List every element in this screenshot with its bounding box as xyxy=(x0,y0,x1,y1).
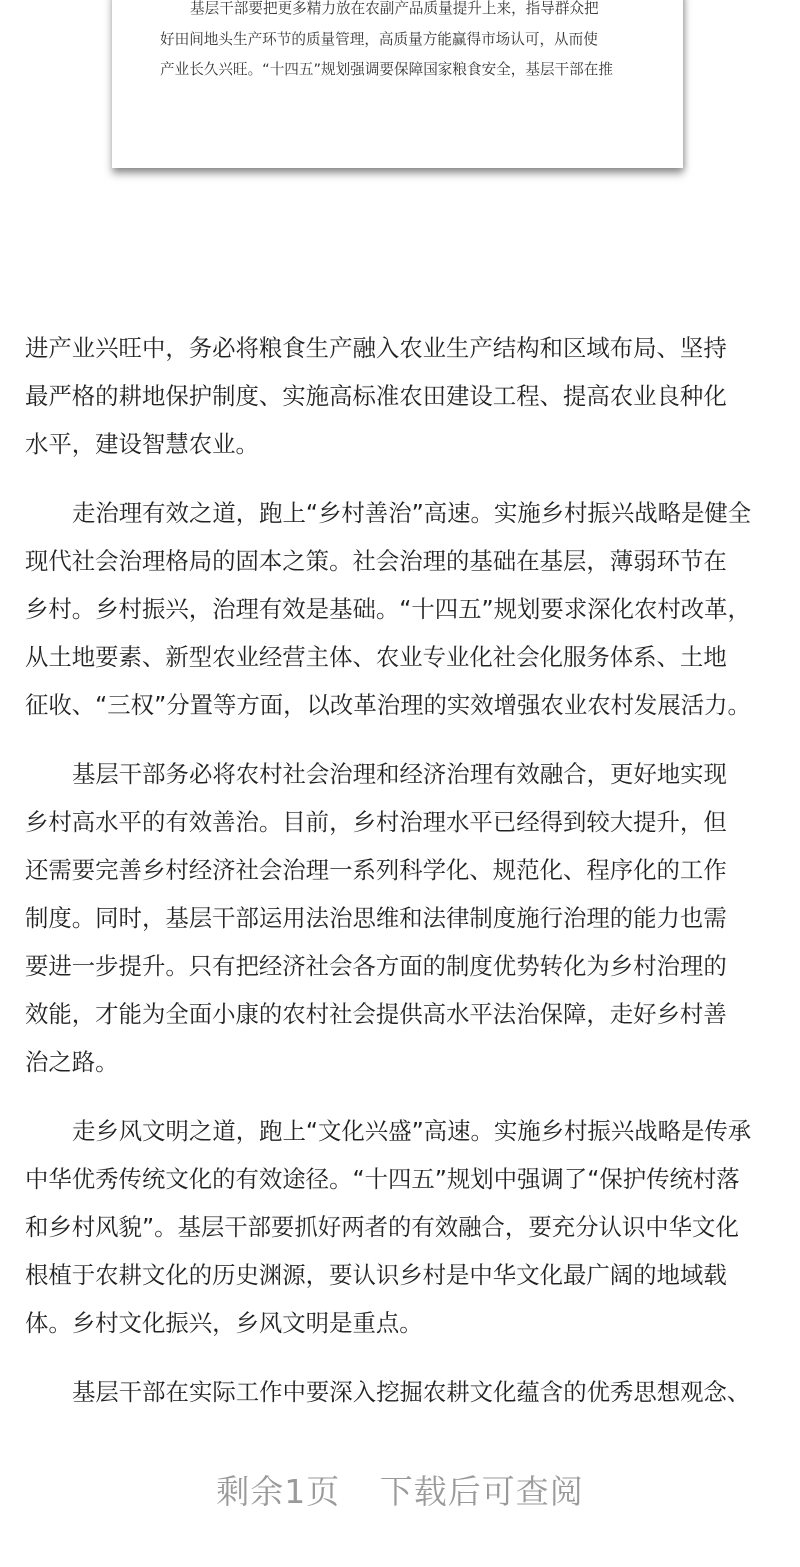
remaining-pages-label: 剩余1页 xyxy=(216,1472,341,1511)
text-line: 要进一步提升。只有把经济社会各方面的制度优势转化为乡村治理的 xyxy=(25,952,727,980)
text-line: 最严格的耕地保护制度、实施高标准农田建设工程、提高农业良种化 xyxy=(25,382,727,410)
text-line: 从土地要素、新型农业经营主体、农业专业化社会化服务体系、土地 xyxy=(25,643,727,671)
text-line: 走乡风文明之道，跑上“文化兴盛”高速。实施乡村振兴战略是传承 xyxy=(72,1117,752,1145)
text-line: 基层干部在实际工作中要深入挖掘农耕文化蕴含的优秀思想观念、 xyxy=(72,1378,751,1406)
paragraph xyxy=(25,324,785,468)
preview-text-line: 产业长久兴旺。“十四五”规划强调要保障国家粮食安全，基层干部在推 xyxy=(160,61,613,78)
paragraph xyxy=(25,1368,785,1416)
text-line: 水平，建设智慧农业。 xyxy=(25,430,259,458)
text-line: 乡村高水平的有效善治。目前，乡村治理水平已经得到较大提升，但 xyxy=(25,808,727,836)
preview-text-line: 基层干部要把更多精力放在农副产品质量提升上来，指导群众把 xyxy=(190,0,599,17)
text-line: 现代社会治理格局的固本之策。社会治理的基础在基层，薄弱环节在 xyxy=(25,547,727,575)
text-line: 体。乡村文化振兴，乡风文明是重点。 xyxy=(25,1309,423,1337)
text-line: 和乡村风貌”。基层干部要抓好两者的有效融合，要充分认识中华文化 xyxy=(25,1213,739,1241)
text-line: 进产业兴旺中，务必将粮食生产融入农业生产结构和区域布局、坚持 xyxy=(25,334,727,362)
text-line: 基层干部务必将农村社会治理和经济治理有效融合，更好地实现 xyxy=(72,760,727,788)
text-line: 乡村。乡村振兴，治理有效是基础。“十四五”规划要求深化农村改革， xyxy=(25,595,751,623)
text-line: 中华优秀传统文化的有效途径。“十四五”规划中强调了“保护传统村落 xyxy=(25,1165,740,1193)
preview-page-card xyxy=(112,0,683,168)
paragraph xyxy=(25,1107,785,1347)
text-line: 治之路。 xyxy=(25,1048,119,1076)
preview-page-text xyxy=(160,0,642,86)
text-line: 征收、“三权”分置等方面，以改革治理的实效增强农业农村发展活力。 xyxy=(25,691,751,719)
paragraph xyxy=(25,750,785,1086)
text-line: 制度。同时，基层干部运用法治思维和法律制度施行治理的能力也需 xyxy=(25,904,727,932)
remaining-pages-banner[interactable] xyxy=(0,1466,800,1513)
download-hint-label[interactable]: 下载后可查阅 xyxy=(379,1472,584,1511)
preview-text-line: 好田间地头生产环节的质量管理，高质量方能赢得市场认可，从而使 xyxy=(160,30,598,48)
text-line: 效能，才能为全面小康的农村社会提供高水平法治保障，走好乡村善 xyxy=(25,1000,727,1028)
document-body xyxy=(25,324,785,1437)
paragraph xyxy=(25,489,785,729)
text-line: 走治理有效之道，跑上“乡村善治”高速。实施乡村振兴战略是健全 xyxy=(72,499,752,527)
text-line: 还需要完善乡村经济社会治理一系列科学化、规范化、程序化的工作 xyxy=(25,856,727,884)
text-line: 根植于农耕文化的历史渊源，要认识乡村是中华文化最广阔的地域载 xyxy=(25,1261,727,1289)
